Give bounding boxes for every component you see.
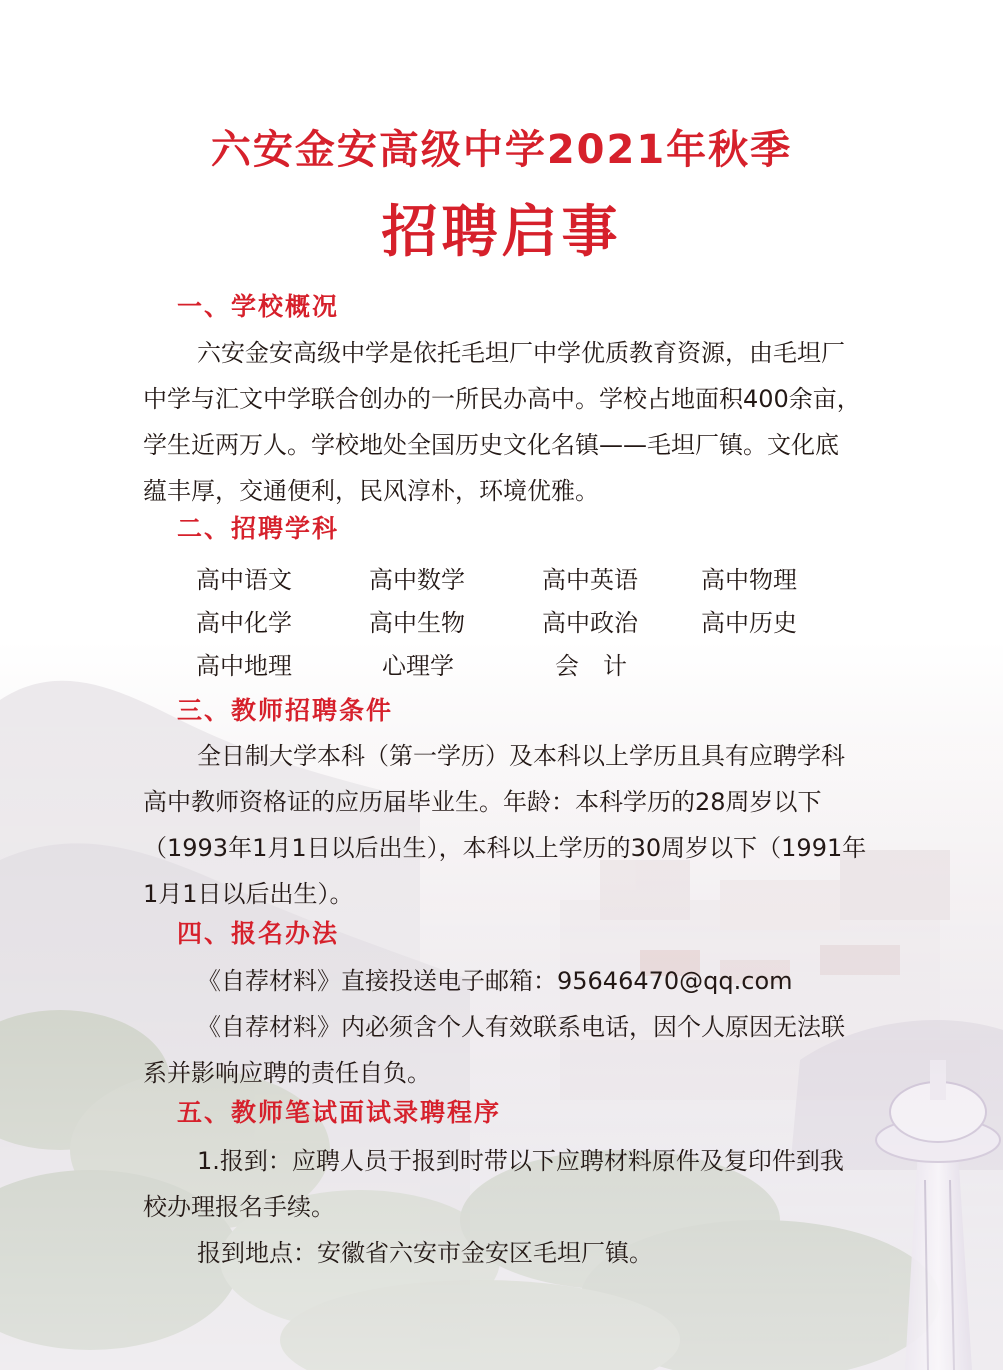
paragraph-line: 六安金安高级中学是依托毛坦厂中学优质教育资源，由毛坦厂 bbox=[197, 339, 845, 367]
paragraph-line: （1993年1月1日以后出生），本科以上学历的30周岁以下（1991年 bbox=[143, 834, 867, 862]
subject-item: 高中物理 bbox=[701, 566, 797, 594]
paragraph-line: 蕴丰厚，交通便利，民风淳朴，环境优雅。 bbox=[143, 477, 599, 505]
email-instruction: 《自荐材料》直接投送电子邮箱：95646470@qq.com bbox=[197, 967, 793, 995]
subject-item: 心理学 bbox=[382, 652, 454, 680]
section-heading-procedure: 五、教师笔试面试录聘程序 bbox=[177, 1098, 502, 1127]
subject-item: 会 计 bbox=[555, 652, 627, 680]
poster-title-main: 招聘启事 bbox=[381, 200, 622, 265]
subject-item: 高中数学 bbox=[369, 566, 465, 594]
paragraph-line: 高中教师资格证的应历届毕业生。年龄：本科学历的28周岁以下 bbox=[143, 788, 822, 816]
paragraph-line: 1月1日以后出生）。 bbox=[143, 880, 354, 908]
subject-item: 高中政治 bbox=[542, 609, 638, 637]
subject-item: 高中语文 bbox=[196, 566, 292, 594]
subject-item: 高中英语 bbox=[542, 566, 638, 594]
section-heading-requirements: 三、教师招聘条件 bbox=[177, 696, 394, 725]
subject-item: 高中历史 bbox=[701, 609, 797, 637]
paragraph-line: 中学与汇文中学联合创办的一所民办高中。学校占地面积400余亩， bbox=[143, 385, 861, 413]
report-location: 报到地点：安徽省六安市金安区毛坦厂镇。 bbox=[197, 1239, 653, 1267]
paragraph-line: 系并影响应聘的责任自负。 bbox=[143, 1059, 431, 1087]
paragraph-line: 校办理报名手续。 bbox=[143, 1193, 335, 1221]
section-heading-subjects: 二、招聘学科 bbox=[177, 514, 340, 543]
subject-item: 高中生物 bbox=[369, 609, 465, 637]
subject-item: 高中化学 bbox=[196, 609, 292, 637]
section-body-school-overview bbox=[143, 330, 915, 514]
subject-item: 高中地理 bbox=[196, 652, 292, 680]
section-heading-school-overview: 一、学校概况 bbox=[177, 292, 340, 321]
paragraph-line: 学生近两万人。学校地处全国历史文化名镇——毛坦厂镇。文化底 bbox=[143, 431, 839, 459]
paragraph-line: 《自荐材料》内必须含个人有效联系电话，因个人原因无法联 bbox=[197, 1013, 845, 1041]
paragraph-line: 全日制大学本科（第一学历）及本科以上学历且具有应聘学科 bbox=[197, 742, 845, 770]
section-heading-application-method: 四、报名办法 bbox=[177, 919, 340, 948]
section-body-requirements bbox=[143, 733, 915, 917]
poster-title-line1: 六安金安高级中学2021年秋季 bbox=[210, 127, 793, 173]
paragraph-line: 1.报到：应聘人员于报到时带以下应聘材料原件及复印件到我 bbox=[197, 1147, 844, 1175]
section-body-procedure bbox=[143, 1138, 915, 1276]
section-body-application-method bbox=[143, 958, 915, 1096]
